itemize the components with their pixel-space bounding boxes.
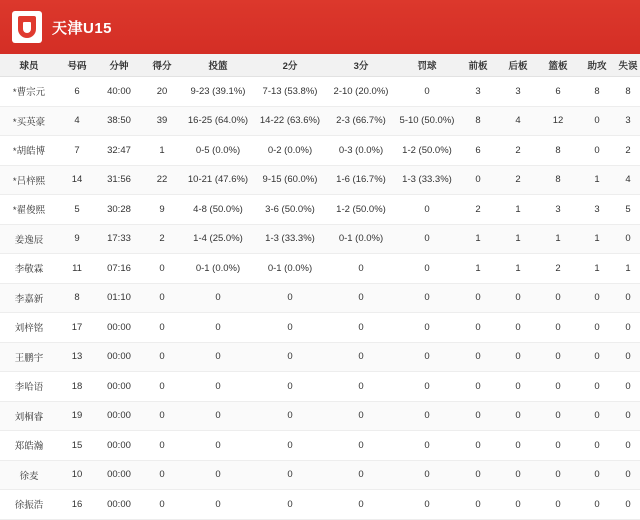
- cell-turnovers: 4: [616, 165, 640, 195]
- table-row[interactable]: [0, 106, 640, 136]
- cell-rebounds: 12: [538, 106, 578, 136]
- cell-rebounds: 2: [538, 254, 578, 284]
- cell-defensive-rebounds: 3: [498, 77, 538, 107]
- player-stats-table: [0, 54, 640, 520]
- cell-jersey-number: 6: [58, 77, 96, 107]
- cell-minutes-played: 00:00: [96, 313, 142, 343]
- cell-jersey-number: 10: [58, 460, 96, 490]
- cell-field-goals: 0: [182, 401, 254, 431]
- cell-turnovers: 0: [616, 283, 640, 313]
- cell-field-goals: 0: [182, 431, 254, 461]
- cell-assists: 0: [578, 283, 616, 313]
- cell-rebounds: 0: [538, 372, 578, 402]
- cell-two-point: 0-1 (0.0%): [254, 254, 326, 284]
- cell-defensive-rebounds: 1: [498, 254, 538, 284]
- cell-offensive-rebounds: 0: [458, 401, 498, 431]
- cell-jersey-number: 18: [58, 372, 96, 402]
- cell-field-goals: 0-5 (0.0%): [182, 136, 254, 166]
- cell-free-throw: 0: [396, 195, 458, 225]
- cell-three-point: 0: [326, 372, 396, 402]
- cell-three-point: 0: [326, 490, 396, 520]
- cell-points: 0: [142, 401, 182, 431]
- cell-defensive-rebounds: 1: [498, 195, 538, 225]
- table-row[interactable]: [0, 401, 640, 431]
- cell-field-goals: 0: [182, 283, 254, 313]
- cell-points: 0: [142, 372, 182, 402]
- cell-two-point: 7-13 (53.8%): [254, 77, 326, 107]
- cell-rebounds: 3: [538, 195, 578, 225]
- cell-rebounds: 6: [538, 77, 578, 107]
- cell-assists: 0: [578, 431, 616, 461]
- cell-defensive-rebounds: 0: [498, 283, 538, 313]
- cell-free-throw: 0: [396, 431, 458, 461]
- cell-points: 39: [142, 106, 182, 136]
- cell-minutes-played: 00:00: [96, 342, 142, 372]
- cell-points: 0: [142, 460, 182, 490]
- cell-turnovers: 2: [616, 136, 640, 166]
- cell-jersey-number: 13: [58, 342, 96, 372]
- cell-player-name: 李哈语: [0, 372, 58, 402]
- cell-turnovers: 0: [616, 460, 640, 490]
- cell-offensive-rebounds: 0: [458, 342, 498, 372]
- cell-points: 0: [142, 313, 182, 343]
- cell-defensive-rebounds: 0: [498, 401, 538, 431]
- column-header-turnover: 失误: [616, 54, 640, 77]
- cell-three-point: 0: [326, 431, 396, 461]
- cell-assists: 0: [578, 136, 616, 166]
- cell-minutes-played: 00:00: [96, 372, 142, 402]
- cell-rebounds: 0: [538, 431, 578, 461]
- cell-two-point: 9-15 (60.0%): [254, 165, 326, 195]
- table-row[interactable]: [0, 195, 640, 225]
- cell-player-name: *胡皓博: [0, 136, 58, 166]
- cell-player-name: 李敬霖: [0, 254, 58, 284]
- cell-offensive-rebounds: 1: [458, 224, 498, 254]
- cell-minutes-played: 00:00: [96, 490, 142, 520]
- table-row[interactable]: [0, 136, 640, 166]
- cell-player-name: 姜逸辰: [0, 224, 58, 254]
- cell-offensive-rebounds: 3: [458, 77, 498, 107]
- cell-assists: 0: [578, 342, 616, 372]
- cell-minutes-played: 00:00: [96, 431, 142, 461]
- cell-points: 22: [142, 165, 182, 195]
- cell-rebounds: 0: [538, 342, 578, 372]
- cell-minutes-played: 40:00: [96, 77, 142, 107]
- cell-jersey-number: 4: [58, 106, 96, 136]
- cell-free-throw: 0: [396, 313, 458, 343]
- cell-field-goals: 0: [182, 490, 254, 520]
- cell-field-goals: 4-8 (50.0%): [182, 195, 254, 225]
- cell-minutes-played: 17:33: [96, 224, 142, 254]
- cell-jersey-number: 9: [58, 224, 96, 254]
- column-header-fieldgoals: 投篮: [182, 54, 254, 77]
- cell-assists: 1: [578, 224, 616, 254]
- cell-minutes-played: 00:00: [96, 401, 142, 431]
- column-header-defensive-rebound: 后板: [498, 54, 538, 77]
- cell-jersey-number: 19: [58, 401, 96, 431]
- column-header-minutes: 分钟: [96, 54, 142, 77]
- cell-rebounds: 0: [538, 490, 578, 520]
- cell-offensive-rebounds: 0: [458, 165, 498, 195]
- cell-rebounds: 0: [538, 283, 578, 313]
- cell-minutes-played: 30:28: [96, 195, 142, 225]
- cell-field-goals: 16-25 (64.0%): [182, 106, 254, 136]
- cell-free-throw: 0: [396, 401, 458, 431]
- table-row[interactable]: [0, 77, 640, 107]
- cell-jersey-number: 5: [58, 195, 96, 225]
- cell-minutes-played: 32:47: [96, 136, 142, 166]
- cell-assists: 0: [578, 401, 616, 431]
- cell-three-point: 0: [326, 342, 396, 372]
- logo-mark: [18, 16, 36, 38]
- column-header-rebound: 篮板: [538, 54, 578, 77]
- cell-offensive-rebounds: 0: [458, 490, 498, 520]
- cell-two-point: 0: [254, 342, 326, 372]
- column-header-player: 球员: [0, 54, 58, 77]
- cell-assists: 3: [578, 195, 616, 225]
- cell-three-point: 0: [326, 460, 396, 490]
- cell-turnovers: 1: [616, 254, 640, 284]
- table-row[interactable]: [0, 165, 640, 195]
- table-row[interactable]: [0, 431, 640, 461]
- cell-points: 0: [142, 431, 182, 461]
- cell-free-throw: 1-3 (33.3%): [396, 165, 458, 195]
- cell-defensive-rebounds: 0: [498, 342, 538, 372]
- cell-turnovers: 0: [616, 431, 640, 461]
- cell-offensive-rebounds: 0: [458, 431, 498, 461]
- cell-turnovers: 0: [616, 490, 640, 520]
- table-row[interactable]: [0, 460, 640, 490]
- cell-minutes-played: 31:56: [96, 165, 142, 195]
- cell-points: 2: [142, 224, 182, 254]
- cell-player-name: 徐麦: [0, 460, 58, 490]
- cell-offensive-rebounds: 0: [458, 460, 498, 490]
- cell-defensive-rebounds: 0: [498, 372, 538, 402]
- cell-jersey-number: 17: [58, 313, 96, 343]
- cell-player-name: *翟俊熙: [0, 195, 58, 225]
- cell-player-name: *曹宗元: [0, 77, 58, 107]
- cell-rebounds: 8: [538, 136, 578, 166]
- cell-assists: 0: [578, 313, 616, 343]
- cell-offensive-rebounds: 6: [458, 136, 498, 166]
- cell-three-point: 2-10 (20.0%): [326, 77, 396, 107]
- cell-free-throw: 0: [396, 372, 458, 402]
- cell-minutes-played: 01:10: [96, 283, 142, 313]
- column-header-assist: 助攻: [578, 54, 616, 77]
- cell-defensive-rebounds: 0: [498, 431, 538, 461]
- cell-defensive-rebounds: 4: [498, 106, 538, 136]
- cell-points: 0: [142, 490, 182, 520]
- cell-free-throw: 0: [396, 283, 458, 313]
- cell-jersey-number: 11: [58, 254, 96, 284]
- cell-field-goals: 0: [182, 313, 254, 343]
- cell-player-name: *吕梓熙: [0, 165, 58, 195]
- column-header-twopoint: 2分: [254, 54, 326, 77]
- cell-free-throw: 1-2 (50.0%): [396, 136, 458, 166]
- column-header-points: 得分: [142, 54, 182, 77]
- table-row[interactable]: [0, 490, 640, 520]
- cell-player-name: 刘桐睿: [0, 401, 58, 431]
- cell-defensive-rebounds: 2: [498, 136, 538, 166]
- cell-rebounds: 0: [538, 401, 578, 431]
- cell-free-throw: 0: [396, 77, 458, 107]
- cell-field-goals: 0-1 (0.0%): [182, 254, 254, 284]
- column-header-number: 号码: [58, 54, 96, 77]
- cell-jersey-number: 15: [58, 431, 96, 461]
- cell-two-point: 0-2 (0.0%): [254, 136, 326, 166]
- cell-rebounds: 8: [538, 165, 578, 195]
- cell-turnovers: 3: [616, 106, 640, 136]
- cell-rebounds: 0: [538, 460, 578, 490]
- cell-assists: 1: [578, 254, 616, 284]
- cell-three-point: 1-2 (50.0%): [326, 195, 396, 225]
- table-row[interactable]: [0, 313, 640, 343]
- table-row[interactable]: [0, 342, 640, 372]
- cell-points: 0: [142, 342, 182, 372]
- cell-jersey-number: 14: [58, 165, 96, 195]
- cell-points: 0: [142, 283, 182, 313]
- cell-player-name: 李嘉新: [0, 283, 58, 313]
- cell-minutes-played: 00:00: [96, 460, 142, 490]
- cell-defensive-rebounds: 0: [498, 460, 538, 490]
- cell-player-name: 徐振浩: [0, 490, 58, 520]
- table-body: [0, 77, 640, 520]
- cell-turnovers: 0: [616, 401, 640, 431]
- cell-two-point: 0: [254, 313, 326, 343]
- cell-defensive-rebounds: 1: [498, 224, 538, 254]
- cell-free-throw: 0: [396, 460, 458, 490]
- cell-two-point: 0: [254, 401, 326, 431]
- cell-rebounds: 0: [538, 313, 578, 343]
- cell-jersey-number: 7: [58, 136, 96, 166]
- cell-field-goals: 0: [182, 342, 254, 372]
- team-name: 天津U15: [52, 19, 113, 37]
- table-header-row: [0, 54, 640, 77]
- cell-turnovers: 0: [616, 224, 640, 254]
- team-shield-logo-icon: [12, 11, 42, 43]
- cell-points: 20: [142, 77, 182, 107]
- cell-player-name: *买英豪: [0, 106, 58, 136]
- cell-two-point: 0: [254, 460, 326, 490]
- stats-table-container: [0, 54, 640, 512]
- cell-two-point: 0: [254, 283, 326, 313]
- cell-two-point: 0: [254, 431, 326, 461]
- cell-free-throw: 5-10 (50.0%): [396, 106, 458, 136]
- cell-three-point: 0: [326, 313, 396, 343]
- table-row[interactable]: [0, 224, 640, 254]
- cell-turnovers: 0: [616, 342, 640, 372]
- cell-free-throw: 0: [396, 342, 458, 372]
- cell-assists: 8: [578, 77, 616, 107]
- cell-offensive-rebounds: 0: [458, 372, 498, 402]
- cell-field-goals: 10-21 (47.6%): [182, 165, 254, 195]
- cell-free-throw: 0: [396, 490, 458, 520]
- cell-field-goals: 9-23 (39.1%): [182, 77, 254, 107]
- cell-offensive-rebounds: 1: [458, 254, 498, 284]
- cell-field-goals: 1-4 (25.0%): [182, 224, 254, 254]
- cell-points: 9: [142, 195, 182, 225]
- table-row[interactable]: [0, 283, 640, 313]
- cell-defensive-rebounds: 0: [498, 490, 538, 520]
- cell-offensive-rebounds: 8: [458, 106, 498, 136]
- column-header-threepoint: 3分: [326, 54, 396, 77]
- cell-three-point: 1-6 (16.7%): [326, 165, 396, 195]
- cell-assists: 0: [578, 106, 616, 136]
- cell-three-point: 0-3 (0.0%): [326, 136, 396, 166]
- cell-three-point: 0-1 (0.0%): [326, 224, 396, 254]
- table-row[interactable]: [0, 254, 640, 284]
- cell-free-throw: 0: [396, 224, 458, 254]
- cell-player-name: 刘梓铭: [0, 313, 58, 343]
- cell-three-point: 0: [326, 254, 396, 284]
- cell-turnovers: 0: [616, 372, 640, 402]
- cell-points: 0: [142, 254, 182, 284]
- cell-two-point: 14-22 (63.6%): [254, 106, 326, 136]
- cell-offensive-rebounds: 0: [458, 283, 498, 313]
- cell-minutes-played: 38:50: [96, 106, 142, 136]
- cell-jersey-number: 16: [58, 490, 96, 520]
- cell-player-name: 王鹏宇: [0, 342, 58, 372]
- cell-assists: 1: [578, 165, 616, 195]
- team-header: [0, 0, 640, 54]
- cell-player-name: 郑皓瀚: [0, 431, 58, 461]
- cell-defensive-rebounds: 2: [498, 165, 538, 195]
- cell-points: 1: [142, 136, 182, 166]
- cell-field-goals: 0: [182, 460, 254, 490]
- cell-minutes-played: 07:16: [96, 254, 142, 284]
- cell-assists: 0: [578, 460, 616, 490]
- cell-two-point: 0: [254, 372, 326, 402]
- cell-jersey-number: 8: [58, 283, 96, 313]
- cell-assists: 0: [578, 372, 616, 402]
- cell-assists: 0: [578, 490, 616, 520]
- table-row[interactable]: [0, 372, 640, 402]
- cell-free-throw: 0: [396, 254, 458, 284]
- cell-defensive-rebounds: 0: [498, 313, 538, 343]
- cell-field-goals: 0: [182, 372, 254, 402]
- cell-turnovers: 0: [616, 313, 640, 343]
- cell-turnovers: 5: [616, 195, 640, 225]
- cell-two-point: 3-6 (50.0%): [254, 195, 326, 225]
- cell-rebounds: 1: [538, 224, 578, 254]
- cell-three-point: 0: [326, 401, 396, 431]
- cell-three-point: 2-3 (66.7%): [326, 106, 396, 136]
- cell-three-point: 0: [326, 283, 396, 313]
- cell-offensive-rebounds: 2: [458, 195, 498, 225]
- cell-turnovers: 8: [616, 77, 640, 107]
- column-header-offensive-rebound: 前板: [458, 54, 498, 77]
- cell-two-point: 0: [254, 490, 326, 520]
- column-header-freethrow: 罚球: [396, 54, 458, 77]
- cell-two-point: 1-3 (33.3%): [254, 224, 326, 254]
- cell-offensive-rebounds: 0: [458, 313, 498, 343]
